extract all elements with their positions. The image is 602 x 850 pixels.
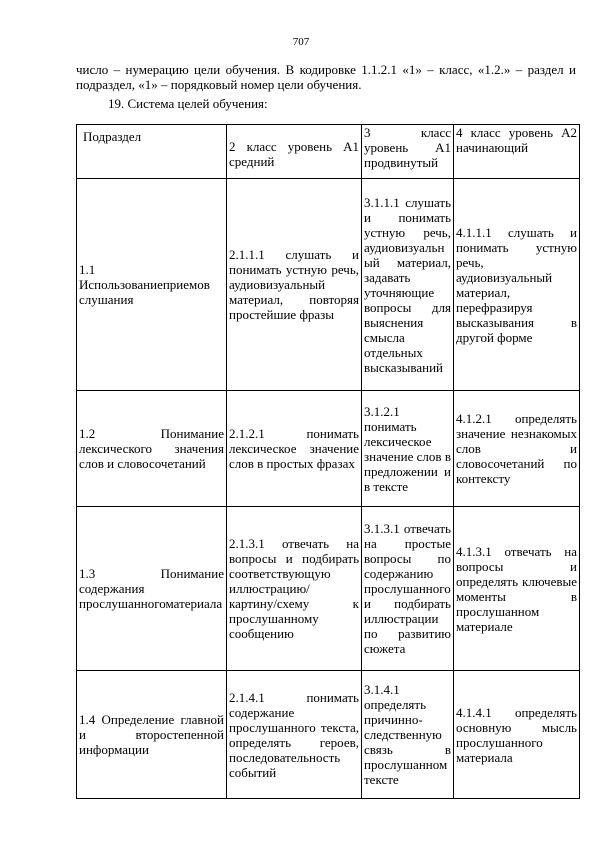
grade4-cell: 4.1.2.1 определять значение незнакомых слов и словосочетаний по контексту [454, 391, 580, 507]
page-number: 707 [292, 36, 310, 48]
grade4-cell: 4.1.1.1 слушать и понимать устную речь, аудиовизуальный материал, перефразируя высказывания в другой форме [454, 179, 580, 391]
header-grade-3: 3 класс уровень А1 продвинутый [362, 125, 454, 179]
header-subsection: Подраздел [77, 125, 227, 179]
subsection-cell: 1.4 Определение главной и второстепенной информации [77, 671, 227, 799]
grade3-cell: 3.1.2.1 понимать лексическое значение слов в предложении и в тексте [362, 391, 454, 507]
table-row [77, 391, 580, 507]
subsection-cell: 1.3 Понимание содержания прослушанногоматериала [77, 507, 227, 671]
grade4-cell: 4.1.4.1 определять основную мысль прослушанного материала [454, 671, 580, 799]
subsection-cell: 1.2 Понимание лексического значения слов и словосочетаний [77, 391, 227, 507]
grade2-cell: 2.1.3.1 отвечать на вопросы и подбирать соответствующую иллюстрацию/ картину/схему к прослушанному сообщению [227, 507, 362, 671]
learning-goals-table [76, 124, 580, 799]
header-grade-2: 2 класс уровень А1 средний [227, 125, 362, 179]
grade2-cell: 2.1.2.1 понимать лексическое значение слов в простых фразах [227, 391, 362, 507]
grade3-cell: 3.1.3.1 отвечать на простые вопросы по содержанию прослушанного и подбирать иллюстрации по развитию сюжета [362, 507, 454, 671]
table-row [77, 671, 580, 799]
table-header-row [77, 125, 580, 179]
grade3-cell: 3.1.4.1 определять причинно-следственную связь в прослушанном тексте [362, 671, 454, 799]
table-row [77, 179, 580, 391]
grade2-cell: 2.1.1.1 слушать и понимать устную речь, аудиовизуальный материал, повторяя простейшие фразы [227, 179, 362, 391]
table-row [77, 507, 580, 671]
grade4-cell: 4.1.3.1 отвечать на вопросы и определять ключевые моменты в прослушанном материале [454, 507, 580, 671]
header-grade-4: 4 класс уровень А2 начинающий [454, 125, 580, 179]
table-caption: 19. Система целей обучения: [108, 96, 268, 111]
intro-paragraph: число – нумерацию цели обучения. В кодировке 1.1.2.1 «1» – класс, «1.2.» – раздел и подраздел, «1» – порядковый номер цели обучения. [76, 62, 576, 92]
subsection-cell: 1.1 Использованиеприемов слушания [77, 179, 227, 391]
grade2-cell: 2.1.4.1 понимать содержание прослушанного текста, определять героев, последовательность событий [227, 671, 362, 799]
grade3-cell: 3.1.1.1 слушать и понимать устную речь, аудиовизуальный материал, задавать уточняющие вопросы для выяснения смысла отдельных высказываний [362, 179, 454, 391]
